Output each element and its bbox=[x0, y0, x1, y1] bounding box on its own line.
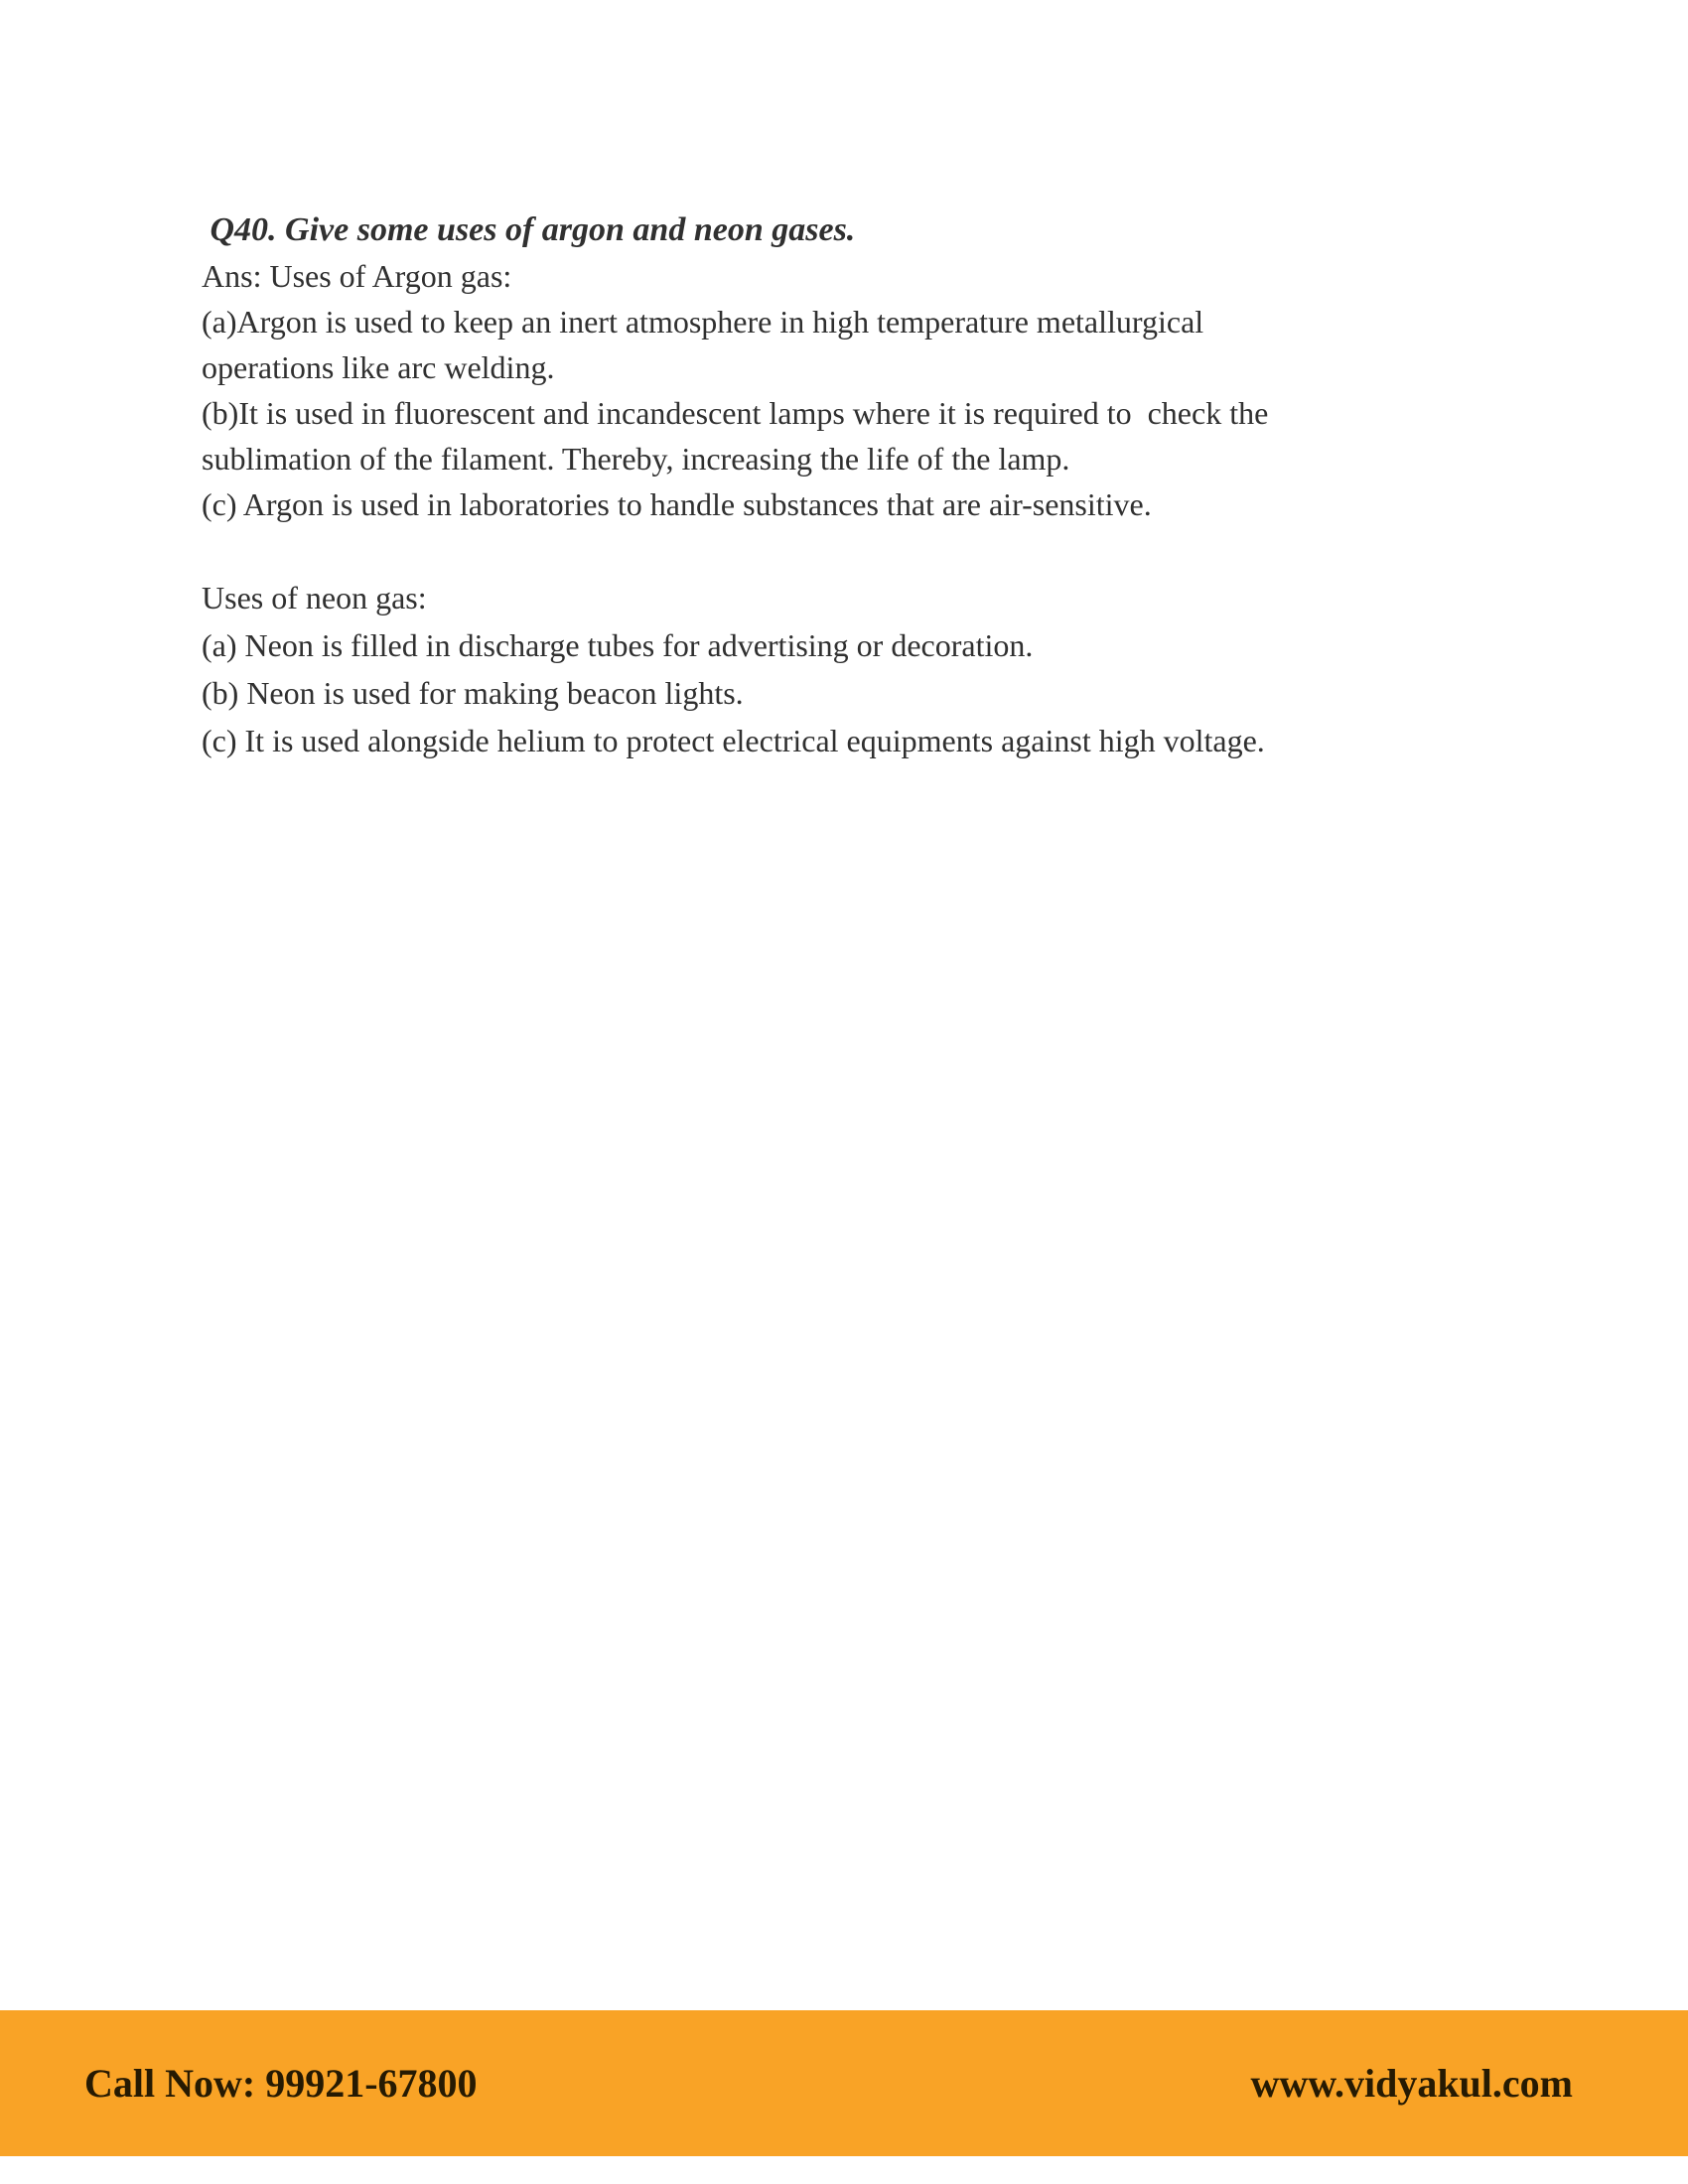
argon-use-c: (c) Argon is used in laboratories to handle substances that are air-sensitive. bbox=[202, 486, 1152, 522]
neon-use-c: (c) It is used alongside helium to protect electrical equipments against high voltage. bbox=[202, 723, 1265, 758]
argon-use-a-line2: operations like arc welding. bbox=[202, 349, 555, 385]
question-heading: Q40. Give some uses of argon and neon gases. bbox=[202, 211, 856, 248]
footer-bar bbox=[0, 2010, 1688, 2156]
argon-use-a-line1: (a)Argon is used to keep an inert atmosphere in high temperature metallurgical bbox=[202, 304, 1204, 340]
footer-website[interactable]: www.vidyakul.com bbox=[1250, 2061, 1573, 2106]
argon-paragraph bbox=[202, 207, 1552, 527]
footer-phone: Call Now: 99921-67800 bbox=[84, 2061, 478, 2106]
neon-use-b: (b) Neon is used for making beacon lights. bbox=[202, 675, 744, 711]
neon-intro: Uses of neon gas: bbox=[202, 580, 427, 615]
answer-intro: Ans: Uses of Argon gas: bbox=[202, 258, 512, 294]
neon-use-a: (a) Neon is filled in discharge tubes for advertising or decoration. bbox=[202, 627, 1034, 663]
neon-paragraph bbox=[202, 574, 1552, 764]
argon-use-b-line2: sublimation of the filament. Thereby, increasing the life of the lamp. bbox=[202, 441, 1070, 477]
qa-text-block bbox=[202, 207, 1552, 764]
argon-use-b-line1: (b)It is used in fluorescent and incandescent lamps where it is required to check the bbox=[202, 395, 1269, 431]
